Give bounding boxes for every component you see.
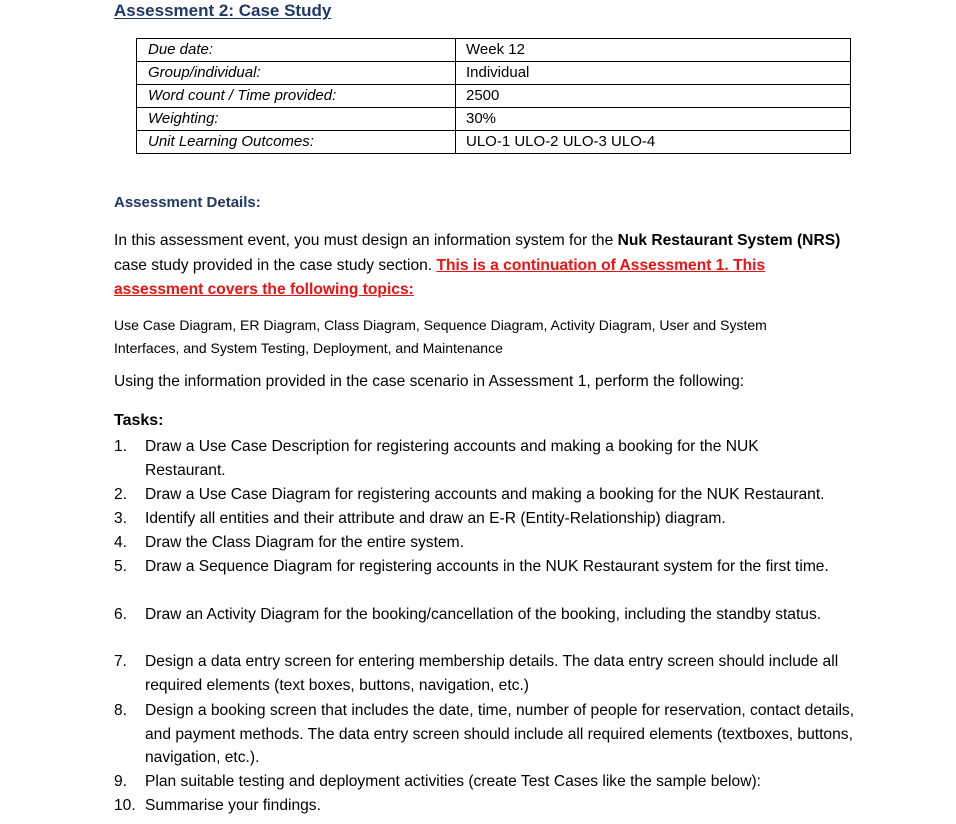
weighting-label: Weighting: (137, 108, 456, 131)
learning-outcomes-label: Unit Learning Outcomes: (137, 131, 456, 154)
topics-list: Use Case Diagram, ER Diagram, Class Diagram, Sequence Diagram, Activity Diagram, User and System Interfaces, and System Testing, Deployment, and Maintenance (114, 317, 767, 356)
list-item (114, 435, 874, 482)
instructions-text: Using the information provided in the case scenario in Assessment 1, perform the following: (114, 373, 745, 390)
table-row (137, 85, 851, 108)
intro-text-2: case study provided in the case study section. (114, 256, 437, 274)
task-text: Summarise your findings. (145, 797, 321, 814)
weighting-value: 30% (456, 108, 851, 131)
continuation-note: This is a continuation of Assessment 1. This assessment covers the following topics: (114, 256, 766, 298)
due-date-value: Week 12 (456, 39, 851, 62)
task-text: Draw the Class Diagram for the entire system. (145, 534, 464, 551)
list-item (114, 770, 874, 794)
list-item (114, 794, 874, 818)
list-item (114, 507, 874, 531)
task-text: Draw a Use Case Description for registering accounts and making a booking for the NUK Restaurant. (145, 438, 759, 479)
table-row (137, 39, 851, 62)
task-number: 7. (114, 653, 128, 670)
task-text: Design a data entry screen for entering membership details. The data entry screen should include all required elements (text boxes, buttons, navigation, etc.) (145, 653, 839, 694)
group-individual-label: Group/individual: (137, 62, 456, 85)
list-item (114, 650, 874, 697)
task-text: Design a booking screen that includes the date, time, number of people for reservation, contact details, and payment methods. The data entry screen should include all required elements (textboxes, buttons, navigation, etc.). (145, 702, 855, 766)
task-text: Draw a Sequence Diagram for registering accounts in the NUK Restaurant system for the first time. (145, 558, 829, 575)
task-number: 2. (114, 486, 128, 503)
list-item (114, 531, 874, 555)
list-item (114, 483, 874, 507)
assessment-details-heading: Assessment Details: (114, 194, 261, 211)
group-individual-value: Individual (456, 62, 851, 85)
task-number: 8. (114, 702, 128, 719)
task-text: Identify all entities and their attribute and draw an E-R (Entity-Relationship) diagram. (145, 510, 726, 527)
task-number: 3. (114, 510, 128, 527)
intro-text-1: In this assessment event, you must design an information system for the (114, 232, 618, 249)
task-number: 10. (114, 797, 136, 814)
table-row (137, 62, 851, 85)
due-date-label: Due date: (137, 39, 456, 62)
tasks-heading: Tasks: (114, 412, 164, 429)
word-count-label: Word count / Time provided: (137, 85, 456, 108)
task-text: Plan suitable testing and deployment activities (create Test Cases like the sample below): (145, 773, 761, 790)
page-title: Assessment 2: Case Study (114, 1, 332, 20)
learning-outcomes-value: ULO-1 ULO-2 ULO-3 ULO-4 (456, 131, 851, 154)
table-row (137, 108, 851, 131)
word-count-value: 2500 (456, 85, 851, 108)
task-text: Draw a Use Case Diagram for registering accounts and making a booking for the NUK Restaurant. (145, 486, 825, 503)
list-item (114, 555, 874, 579)
system-name: Nuk Restaurant System (617, 232, 793, 249)
task-number: 5. (114, 558, 128, 575)
task-number: 9. (114, 773, 128, 790)
assessment-info-table (136, 38, 851, 154)
list-item (114, 603, 874, 627)
intro-paragraph (114, 229, 852, 303)
task-number: 1. (114, 438, 128, 455)
task-number: 4. (114, 534, 128, 551)
system-abbreviation: (NRS) (796, 232, 841, 249)
task-text: Draw an Activity Diagram for the booking/cancellation of the booking, including the standby status. (145, 606, 822, 623)
task-number: 6. (114, 606, 128, 623)
list-item (114, 699, 874, 770)
table-row (137, 131, 851, 154)
